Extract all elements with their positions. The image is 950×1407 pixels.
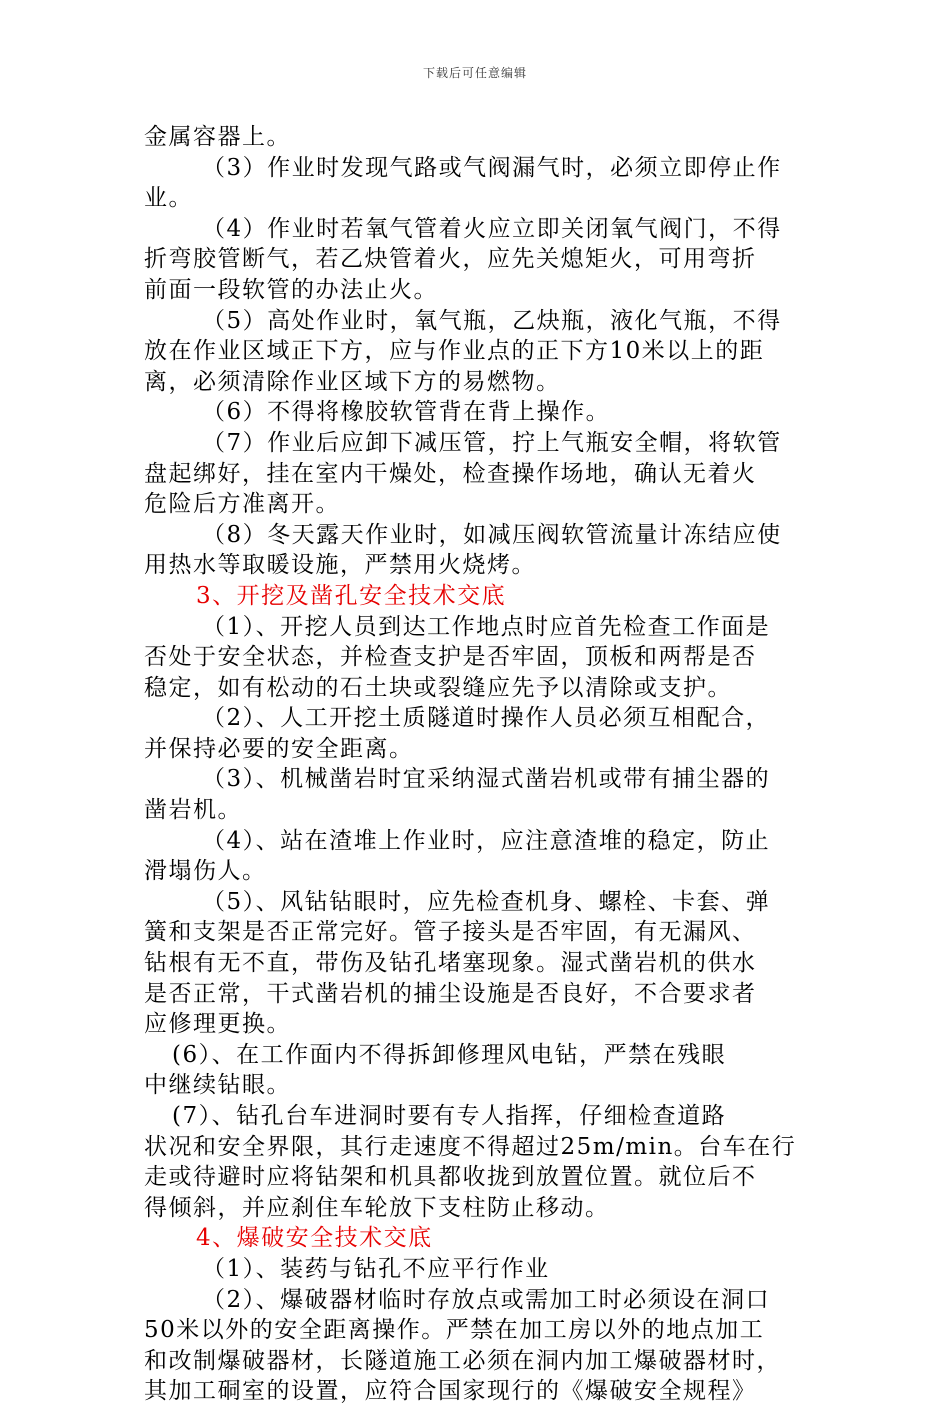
text-line: 其加工硐室的设置，应符合国家现行的《爆破安全规程》	[144, 1378, 757, 1405]
text-line: 中继续钻眼。	[144, 1072, 291, 1099]
text-line: (6）、在工作面内不得拆卸修理风电钻，严禁在残眼	[172, 1041, 727, 1068]
text-line: （3）作业时发现气路或气阀漏气时，必须立即停止作	[202, 154, 782, 181]
text-line: 走或待避时应将钻架和机具都收拢到放置位置。就位后不	[144, 1164, 757, 1191]
text-line: 业。	[144, 185, 193, 212]
text-line: （2）、人工开挖土质隧道时操作人员必须互相配合，	[202, 705, 771, 732]
text-line: 得倾斜，并应刹住车轮放下支柱防止移动。	[144, 1194, 610, 1221]
text-line: （2）、爆破器材临时存放点或需加工时必须设在洞口	[202, 1286, 771, 1313]
document-body	[144, 122, 804, 1407]
text-line: 和改制爆破器材，长隧道施工必须在洞内加工爆破器材时，	[144, 1347, 781, 1374]
text-line: 否处于安全状态，并检查支护是否牢固，顶板和两帮是否	[144, 644, 757, 671]
text-line: （6）不得将橡胶软管背在背上操作。	[202, 399, 611, 426]
text-line: 前面一段软管的办法止火。	[144, 276, 438, 303]
text-line: 用热水等取暖设施，严禁用火烧烤。	[144, 552, 536, 579]
text-line: （7）作业后应卸下减压管，拧上气瓶安全帽，将软管	[202, 429, 782, 456]
section-heading: 3、开挖及凿孔安全技术交底	[196, 582, 507, 609]
text-line: 是否正常，干式凿岩机的捕尘设施是否良好，不合要求者	[144, 980, 757, 1007]
text-line: （5）高处作业时，氧气瓶，乙炔瓶，液化气瓶，不得	[202, 307, 782, 334]
text-line: 离，必须清除作业区域下方的易燃物。	[144, 368, 561, 395]
text-line: 簧和支架是否正常完好。管子接头是否牢固，有无漏风、	[144, 919, 757, 946]
text-line: (7）、钻孔台车进洞时要有专人指挥，仔细检查道路	[172, 1103, 727, 1129]
text-line: 折弯胶管断气，若乙炔管着火，应先关熄矩火，可用弯折	[144, 246, 757, 273]
page-header: 下载后可任意编辑	[422, 66, 527, 80]
text-line: 状况和安全界限，其行走速度不得超过25m/min。台车在行	[144, 1133, 797, 1160]
text-line: （1）、开挖人员到达工作地点时应首先检查工作面是	[202, 613, 771, 640]
text-line: 稳定，如有松动的石土块或裂缝应先予以清除或支护。	[144, 674, 732, 701]
section-heading: 4、爆破安全技术交底	[196, 1225, 433, 1252]
text-line: （5）、风钻钻眼时，应先检查机身、螺栓、卡套、弹	[202, 888, 771, 915]
text-line: 50米以外的安全距离操作。严禁在加工房以外的地点加工	[144, 1317, 765, 1344]
text-line: 凿岩机。	[144, 797, 242, 824]
text-line: （8）冬天露天作业时，如减压阀软管流量计冻结应使	[202, 521, 782, 548]
text-line: 滑塌伤人。	[144, 858, 267, 885]
text-line: （3）、机械凿岩时宜采纳湿式凿岩机或带有捕尘器的	[202, 766, 771, 793]
text-line: 金属容器上。	[144, 124, 291, 150]
text-line: 应修理更换。	[144, 1011, 291, 1038]
text-line: 盘起绑好，挂在室内干燥处，检查操作场地，确认无着火	[144, 460, 757, 487]
text-line: 并保持必要的安全距离。	[144, 735, 414, 762]
text-line: 钻根有无不直，带伤及钻孔堵塞现象。湿式凿岩机的供水	[144, 950, 757, 977]
text-line: 危险后方准离开。	[144, 491, 340, 518]
text-line: （1）、装药与钻孔不应平行作业	[202, 1255, 550, 1282]
text-line: （4）、站在渣堆上作业时，应注意渣堆的稳定，防止	[202, 827, 771, 854]
text-line: 放在作业区域正下方，应与作业点的正下方10米以上的距	[144, 338, 765, 365]
text-line: （4）作业时若氧气管着火应立即关闭氧气阀门，不得	[202, 215, 782, 242]
